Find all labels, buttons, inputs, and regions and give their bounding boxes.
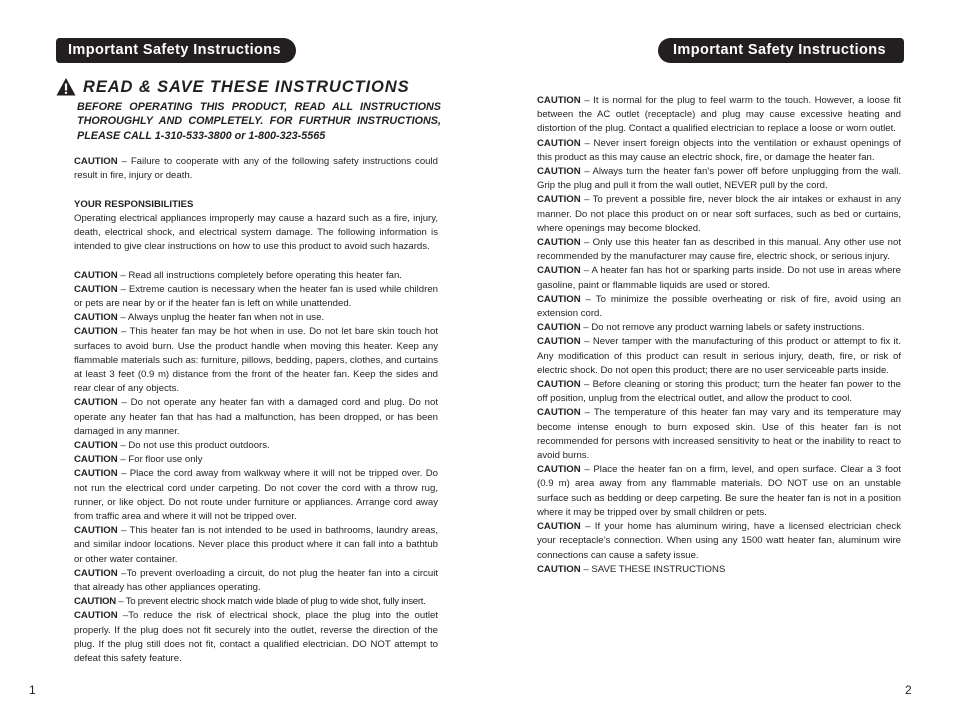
page-number: 1 (29, 683, 36, 697)
section-tab-left: Important Safety Instructions (56, 38, 296, 63)
caution-item: CAUTION – Always unplug the heater fan when not in use. (74, 312, 325, 324)
caution-item: CAUTION – SAVE THESE INSTRUCTIONS (537, 563, 726, 575)
caution-item: CAUTION – Extreme caution is necessary when the heater fan is used while children or pets are near by or if the heater fan is left on while unattended. (74, 283, 438, 309)
intro-caution: CAUTION – Failure to cooperate with any of the following safety instructions could result in fire, injury or death. (74, 156, 438, 182)
caution-item: CAUTION – Only use this heater fan as described in this manual. Any other use not recommended by the manufacturer may cause fire, electric shock, or serious injury. (537, 237, 901, 263)
contact-notice-line: PLEASE CALL 1-310-533-3800 or 1-800-323-5565 (77, 129, 326, 142)
caution-item: CAUTION – A heater fan has hot or sparking parts inside. Do not use in areas where gasoline, paint or flammable liquids are used or stored. (537, 265, 901, 291)
contact-notice (77, 100, 441, 143)
caution-item: CAUTION – Do not use this product outdoors. (74, 440, 270, 452)
contact-notice-line: THOROUGHLY AND COMPLETELY. FOR FURTHUR INSTRUCTIONS, (77, 115, 441, 128)
right-body-text (537, 94, 901, 577)
caution-item: CAUTION – For floor use only (74, 454, 203, 466)
caution-item: CAUTION – Always turn the heater fan’s power off before unplugging from the wall. Grip the plug and pull it from the wall outlet, NEVER pull by the cord. (537, 166, 901, 192)
caution-item: CAUTION – To prevent electric shock match wide blade of plug to wide shot, fully insert. (74, 596, 426, 608)
responsibilities-text: Operating electrical appliances improperly may cause a hazard such as a fire, injury, death, electrical shock, and electrical system damage. The following information is intended to give clear instructions on how to use this product to avoid such hazards. (74, 212, 438, 253)
caution-item: CAUTION –To prevent overloading a circuit, do not plug the heater fan into a circuit that already has other appliances operating. (74, 567, 438, 594)
caution-item: CAUTION – Do not operate any heater fan with a damaged cord and plug. Do not operate any heater fan that has had a malfunction, has been dropped, or has been damaged in any manner. (74, 397, 438, 437)
caution-item: CAUTION –To reduce the risk of electrical shock, place the plug into the outlet properly. If the plug does not fit securely into the outlet, reverse the direction of the plug. If the plug still does not fit, contact a qualified electrician. DO NOT attempt to defeat this safety feature. (74, 610, 438, 665)
caution-item: CAUTION – It is normal for the plug to feel warm to the touch. However, a loose fit between the AC outlet (receptacle) and plug may cause excessive heating and distortion of the plug. Contact a qualified electrician to replace a loose or worn outlet. (537, 95, 901, 135)
caution-item: CAUTION – This heater fan is not intended to be used in bathrooms, laundry areas, and similar indoor locations. Never place this product where it can fall into a bathtub or other water container. (74, 525, 438, 565)
page-number: 2 (905, 683, 912, 697)
caution-item: CAUTION – Before cleaning or storing this product; turn the heater fan power to the off position, unplug from the electrical outlet, and allow the product to cool. (537, 379, 901, 405)
caution-item: CAUTION – This heater fan may be hot when in use. Do not let bare skin touch hot surfaces to avoid burn. Use the product handle when moving this heater. Keep any flammable materials such as: furniture, pillows, bedding, papers, clothes, and curtains at least 3 feet (0.9 m) distance from the front of the heater fan. Keep the sides and rear clear of any objects. (74, 326, 438, 395)
caution-item: CAUTION – Never tamper with the manufacturing of this product or attempt to fix it. Any modification of this product can result in serious injury, death, fire, or risk of electric shock. Do not open this product; there are no user serviceable parts inside. (537, 336, 901, 376)
warning-triangle-icon (56, 77, 76, 97)
responsibilities-heading: YOUR RESPONSIBILITIES (74, 198, 194, 210)
caution-item: CAUTION – To minimize the possible overheating or risk of fire, avoid using an extension cord. (537, 293, 901, 320)
caution-item: CAUTION – If your home has aluminum wiring, have a licensed electrician check your receptacle’s connection. When using any 1500 watt heater fan, aluminum wire connections can cause a safety issue. (537, 521, 901, 561)
caution-item: CAUTION – Do not remove any product warning labels or safety instructions. (537, 322, 865, 334)
section-tab-right: Important Safety Instructions (658, 38, 904, 63)
caution-item: CAUTION – Place the heater fan on a firm, level, and open surface. Clear a 3 foot (0.9 m) area away from any flammable materials. DO NOT use on an unstable surface such as bedding or deep carpeting. Be sure the heater fan is not in a position where it may be tripped over by small children or pets. (537, 464, 901, 518)
left-body-text (74, 155, 438, 666)
contact-notice-line: BEFORE OPERATING THIS PRODUCT, READ ALL INSTRUCTIONS (77, 101, 441, 113)
caution-item: CAUTION – The temperature of this heater fan may vary and its temperature may become intense enough to burn exposed skin. Use of this heater fan is not recommended for persons with increased sensitivity to heat or the inability to react to avoid burns. (537, 407, 901, 462)
caution-item: CAUTION – To prevent a possible fire, never block the air intakes or exhaust in any manner. Do not place this product on or near soft surfaces, such as bed or curtains, where openings may become blocked. (537, 194, 901, 234)
caution-item: CAUTION – Place the cord away from walkway where it will not be tripped over. Do not run the electrical cord under carpeting. Do not cover the cord with a throw rug, runner, or like object. Do not route under furniture or appliances. Arrange cord away from traffic area and where it will not be tripped over. (74, 468, 438, 523)
caution-item: CAUTION – Never insert foreign objects into the ventilation or exhaust openings of this product as this may cause an electric shock, fire, or damage the heater fan. (537, 137, 901, 163)
caution-item: CAUTION – Read all instructions completely before operating this heater fan. (74, 269, 402, 281)
page-title: READ & SAVE THESE INSTRUCTIONS (83, 77, 410, 96)
caution-label: CAUTION (74, 156, 118, 167)
title-row (56, 76, 409, 98)
